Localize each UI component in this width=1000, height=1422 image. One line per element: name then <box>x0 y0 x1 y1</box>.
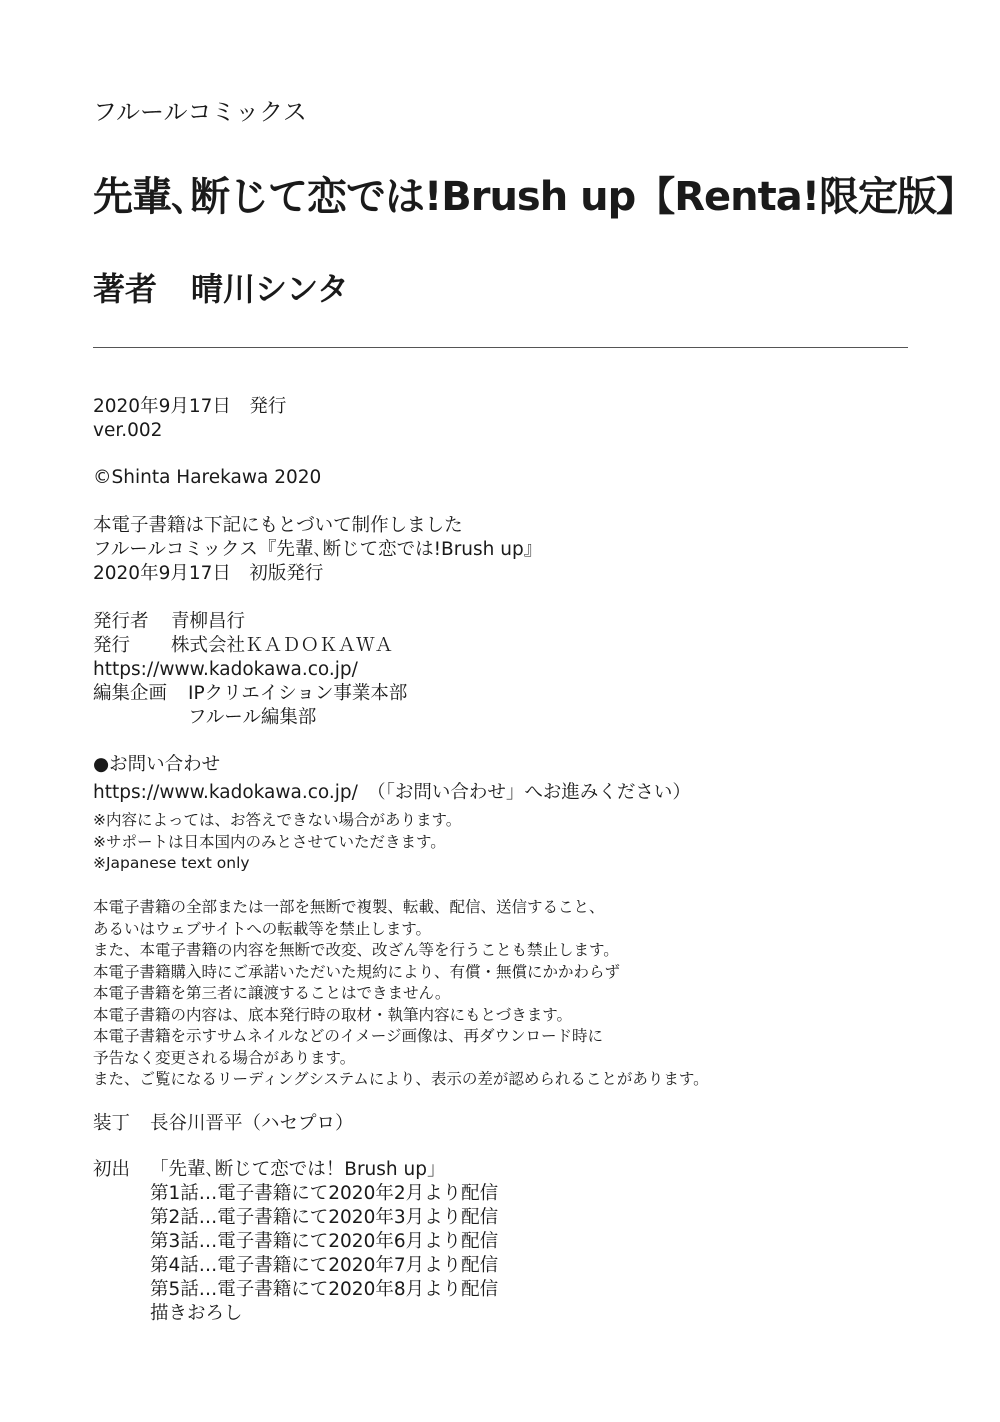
divider <box>93 347 908 348</box>
first-item: 描きおろし <box>150 1303 243 1324</box>
issuer-name: 青柳昌行 <box>171 611 246 632</box>
terms-line: 予告なく変更される場合があります。 <box>93 1048 356 1067</box>
terms-line: 本電子書籍の内容は、底本発行時の取材・執筆内容にもとづきます。 <box>93 1005 572 1024</box>
author-line <box>93 264 349 310</box>
publication-info <box>93 395 286 443</box>
publish-date: 2020年9月17日 発行 <box>93 396 287 417</box>
imprint-label: フルールコミックス <box>93 98 307 126</box>
publisher-url: https://www.kadokawa.co.jp/ <box>93 659 358 680</box>
terms-line: 本電子書籍を示すサムネイルなどのイメージ画像は、再ダウンロード時に <box>93 1027 603 1045</box>
edit-label: 編集企画 <box>93 683 168 704</box>
book-title: 先輩､断じて恋では!Brush up【Renta!限定版】 <box>93 174 976 220</box>
terms-line: また、ご覧になるリーディングシステムにより、表示の差が認められることがあります。 <box>93 1070 709 1088</box>
terms-line: 本電子書籍購入時にご承諾いただいた規約により、有償・無償にかかわらず <box>93 962 621 981</box>
publisher-label: 発行 <box>93 635 131 656</box>
basis-line: 2020年9月17日 初版発行 <box>93 563 324 584</box>
terms-line: 本電子書籍の全部または一部を無断で複製、転載、配信、送信すること、 <box>93 898 605 916</box>
edit-department: フルール編集部 <box>188 707 317 728</box>
publisher-company: 株式会社ＫＡＤＯＫＡＷＡ <box>171 635 394 656</box>
terms-line: あるいはウェブサイトへの転載等を禁止します。 <box>93 919 432 938</box>
contact-note: ※Japanese text only <box>93 854 250 872</box>
design-label: 装丁 <box>93 1113 131 1134</box>
publisher-info <box>93 610 407 730</box>
contact-note: ※内容によっては、お答えできない場合があります。 <box>93 811 462 829</box>
design-name: 長谷川晋平（ハセプロ） <box>150 1113 354 1134</box>
first-item: 第5話…電子書籍にて2020年8月より配信 <box>150 1279 499 1300</box>
contact-notes <box>93 810 461 875</box>
first-label: 初出 <box>93 1159 131 1180</box>
version: ver.002 <box>93 420 163 441</box>
contact-note: ※サポートは日本国内のみとさせていただきます。 <box>93 832 446 851</box>
terms <box>93 897 709 1091</box>
terms-line: また、本電子書籍の内容を無断で改変、改ざん等を行うことも禁止します。 <box>93 941 619 959</box>
author-label: 著者 <box>93 270 158 308</box>
contact-url: https://www.kadokawa.co.jp/ （「お問い合わせ」へお進みください） <box>93 782 691 803</box>
terms-line: 本電子書籍を第三者に譲渡することはできません。 <box>93 984 451 1002</box>
first-appearance <box>93 1158 498 1326</box>
basis-line: 本電子書籍は下記にもとづいて制作しました <box>93 515 463 536</box>
first-item: 第1話…電子書籍にて2020年2月より配信 <box>150 1183 499 1204</box>
first-item: 第3話…電子書籍にて2020年6月より配信 <box>150 1231 499 1252</box>
first-item: 第4話…電子書籍にて2020年7月より配信 <box>150 1255 499 1276</box>
first-work: 「先輩､断じて恋では！Brush up」 <box>150 1159 446 1180</box>
author-name: 晴川シンタ <box>191 270 349 308</box>
contact-heading: ●お問い合わせ <box>93 754 221 775</box>
copyright: ©Shinta Harekawa 2020 <box>93 467 322 488</box>
edit-department: IPクリエイション事業本部 <box>188 683 408 704</box>
issuer-label: 発行者 <box>93 611 149 632</box>
first-item: 第2話…電子書籍にて2020年3月より配信 <box>150 1207 499 1228</box>
basis-line: フルールコミックス『先輩､断じて恋では!Brush up』 <box>93 539 543 560</box>
contact-info <box>93 753 691 805</box>
basis-info <box>93 514 542 586</box>
design-credit <box>93 1112 354 1136</box>
